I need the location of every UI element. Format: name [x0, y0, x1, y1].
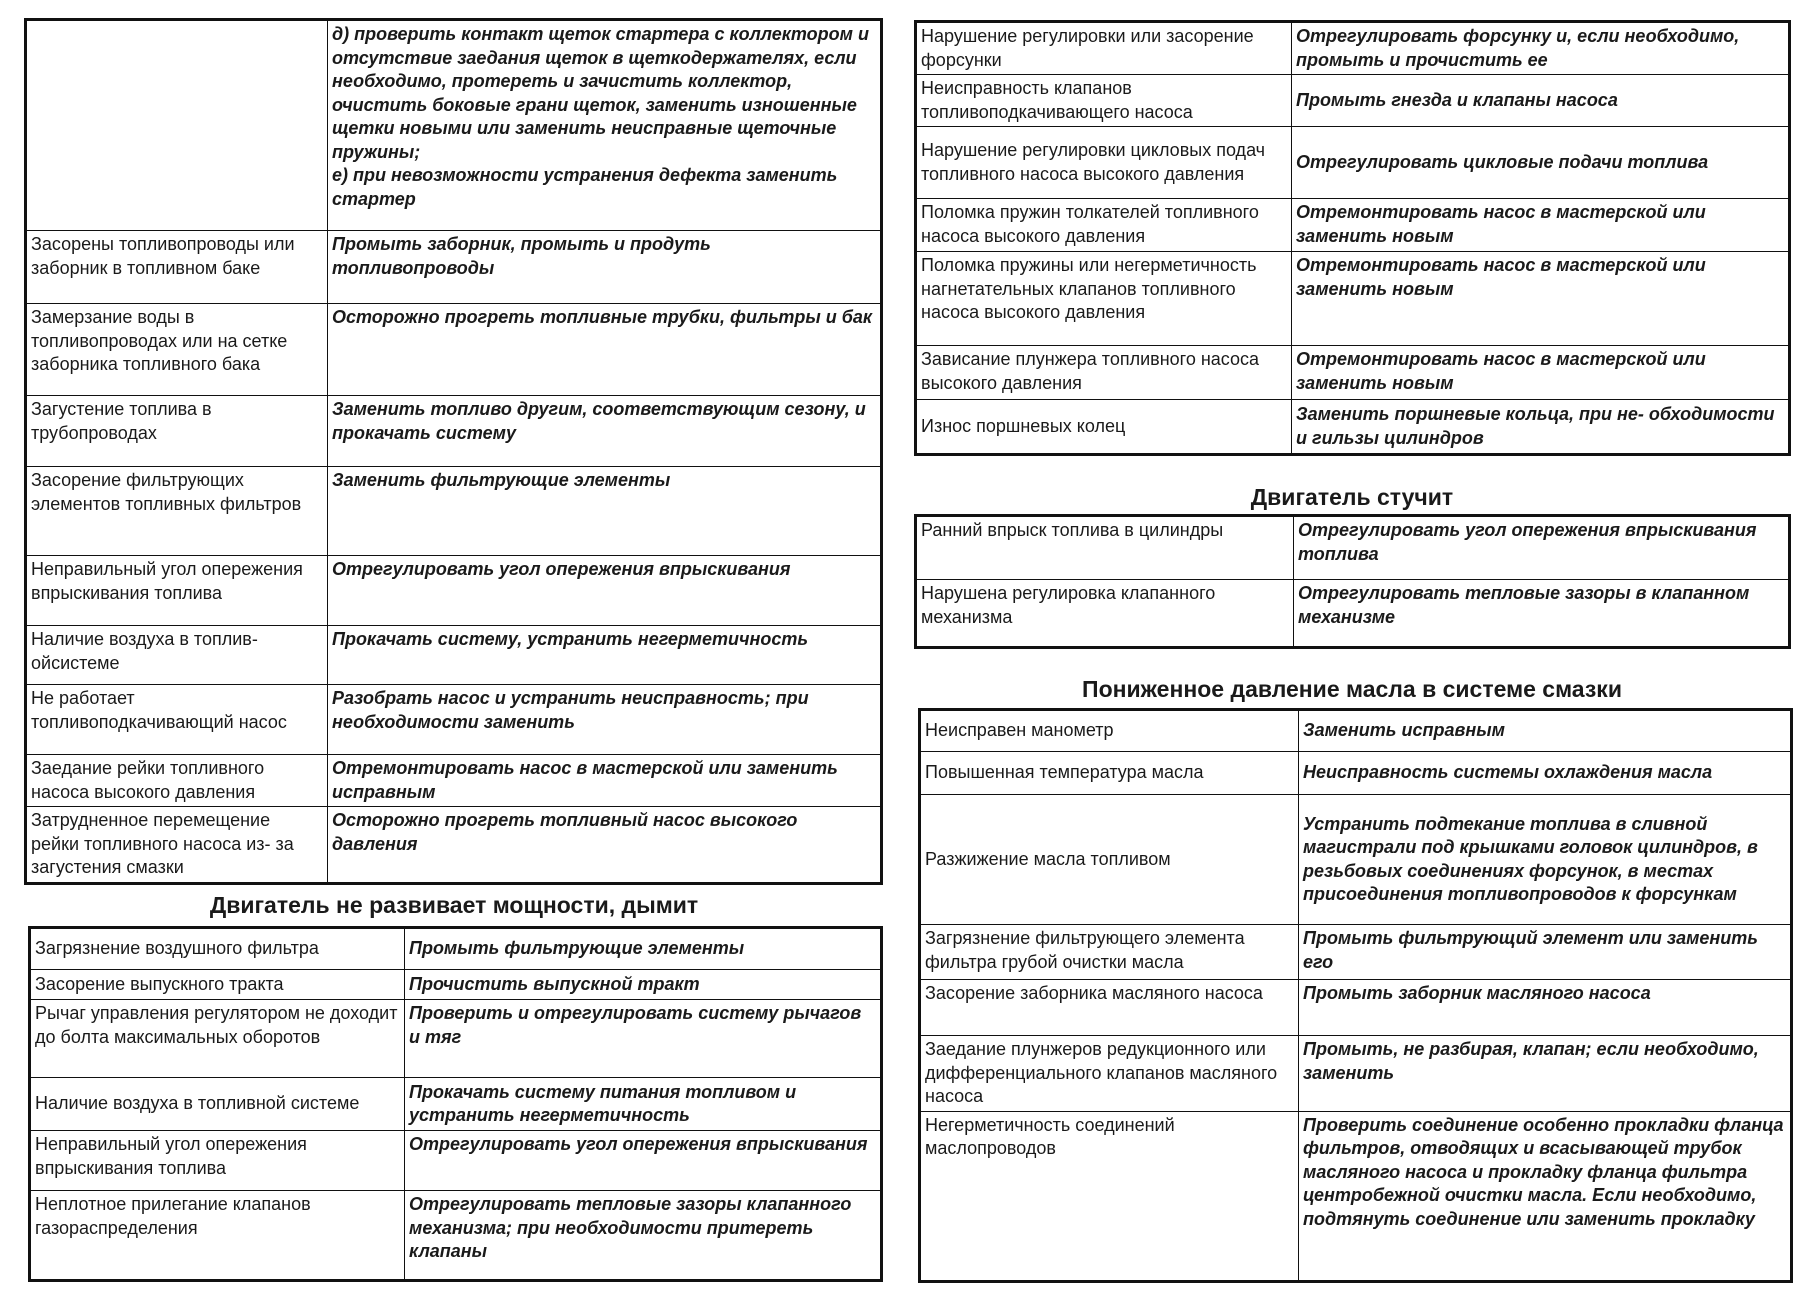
remedy-cell: Устранить подтекание топлива в сливной магистрали под крышками головок цилиндров, в резьбовых соединениях форсунок, в местах присоединения топливопроводов к форсункам [1299, 795, 1792, 925]
table-row [920, 980, 1792, 1036]
remedy-cell: Прокачать систему питания топливом и устранить негерметичность [405, 1078, 882, 1131]
remedy-cell: Отрегулировать угол опережения впрыскивания [328, 556, 882, 626]
remedy-cell: Заменить исправным [1299, 710, 1792, 752]
table-row [920, 925, 1792, 980]
cause-cell: Повышенная температура масла [920, 752, 1299, 795]
table-row [30, 1131, 882, 1191]
table-row [916, 127, 1790, 199]
cause-cell: Наличие воздуха в топливной системе [30, 1078, 405, 1131]
table-row [920, 795, 1792, 925]
cause-cell: Загрязнение фильтрующего элемента фильтра грубой очистки масла [920, 925, 1299, 980]
table-row [920, 752, 1792, 795]
table-row [916, 75, 1790, 127]
table-row [26, 20, 882, 231]
remedy-cell: Прочистить выпускной тракт [405, 970, 882, 1000]
table-knock-faults [914, 514, 1791, 649]
remedy-cell: Промыть гнезда и клапаны насоса [1292, 75, 1790, 127]
cause-cell: Не работает топливоподкачивающий насос [26, 685, 328, 755]
table-row [26, 755, 882, 807]
table-row [26, 396, 882, 467]
cause-cell: Нарушена регулировка клапанного механизма [916, 580, 1294, 648]
table-row [916, 346, 1790, 400]
remedy-cell: Заменить поршневые кольца, при не- обходимости и гильзы цилиндров [1292, 400, 1790, 455]
table-row [26, 556, 882, 626]
table-row [916, 252, 1790, 346]
remedy-cell: Промыть заборник, промыть и продуть топливопроводы [328, 231, 882, 304]
cause-cell: Засорение фильтрующих элементов топливных фильтров [26, 467, 328, 556]
table-row [916, 400, 1790, 455]
remedy-cell: Отрегулировать тепловые зазоры в клапанном механизме [1294, 580, 1790, 648]
remedy-cell: Промыть, не разбирая, клапан; если необходимо, заменить [1299, 1036, 1792, 1112]
table-row [920, 1111, 1792, 1281]
remedy-cell: Заменить топливо другим, соответствующим сезону, и прокачать систему [328, 396, 882, 467]
table-row [26, 807, 882, 884]
cause-cell: Замерзание воды в топливопроводах или на сетке заборника топливного бака [26, 304, 328, 396]
table-row [920, 710, 1792, 752]
cause-cell: Поломка пружины или негерметичность нагнетательных клапанов топливного насоса высокого давления [916, 252, 1292, 346]
table-row [916, 516, 1790, 580]
section-title-knock: Двигатель стучит [1250, 484, 1454, 510]
remedy-cell: Отрегулировать угол опережения впрыскивания [405, 1131, 882, 1191]
remedy-cell: Отремонтировать насос в мастерской или заменить новым [1292, 252, 1790, 346]
table-row [916, 580, 1790, 648]
cause-cell: Заедание рейки топливного насоса высокого давления [26, 755, 328, 807]
table-row [30, 928, 882, 970]
remedy-cell: Проверить соединение особенно прокладки фланца фильтров, отводящих и всасывающей трубок масляного насоса и прокладку фланца фильтра центробежной очистки масла. Если необходимо, подтянуть соединение или заменить прокладку [1299, 1111, 1792, 1281]
table-row [916, 22, 1790, 75]
remedy-cell: Отремонтировать насос в мастерской или заменить новым [1292, 346, 1790, 400]
remedy-cell: Отремонтировать насос в мастерской или заменить исправным [328, 755, 882, 807]
cause-cell: Рычаг управления регулятором не доходит до болта максимальных оборотов [30, 1000, 405, 1078]
table-row [26, 467, 882, 556]
cause-cell: Засорение выпускного тракта [30, 970, 405, 1000]
remedy-cell: Осторожно прогреть топливный насос высокого давления [328, 807, 882, 884]
remedy-cell: д) проверить контакт щеток стартера с коллектором и отсутствие заедания щеток в щеткодержателях, если необходимо, протереть и зачистить коллектор, очистить боковые грани щеток, заменить изношенные щетки новыми или заменить неисправные щеточные пружины; е) при невозможности устранения дефекта заменить стартер [328, 20, 882, 231]
cause-cell: Неправильный угол опережения впрыскивания топлива [26, 556, 328, 626]
cause-cell: Ранний впрыск топлива в цилиндры [916, 516, 1294, 580]
table-row [26, 685, 882, 755]
remedy-cell: Неисправность системы охлаждения масла [1299, 752, 1792, 795]
remedy-cell: Промыть фильтрующий элемент или заменить его [1299, 925, 1792, 980]
cause-cell: Разжижение масла топливом [920, 795, 1299, 925]
cause-cell [26, 20, 328, 231]
cause-cell: Неисправность клапанов топливоподкачивающего насоса [916, 75, 1292, 127]
cause-cell: Загустение топлива в трубопроводах [26, 396, 328, 467]
remedy-cell: Заменить фильтрующие элементы [328, 467, 882, 556]
table-fuel-system-faults [914, 20, 1791, 456]
remedy-cell: Отрегулировать форсунку и, если необходимо, промыть и прочистить ее [1292, 22, 1790, 75]
remedy-cell: Промыть заборник масляного насоса [1299, 980, 1792, 1036]
remedy-cell: Отрегулировать цикловые подачи топлива [1292, 127, 1790, 199]
cause-cell: Поломка пружин толкателей топливного насоса высокого давления [916, 199, 1292, 252]
remedy-cell: Разобрать насос и устранить неисправность; при необходимости заменить [328, 685, 882, 755]
table-row [30, 1078, 882, 1131]
table-row [26, 304, 882, 396]
table-row [30, 1000, 882, 1078]
cause-cell: Неплотное прилегание клапанов газораспределения [30, 1191, 405, 1281]
cause-cell: Зависание плунжера топливного насоса высокого давления [916, 346, 1292, 400]
cause-cell: Негерметичность соединений маслопроводов [920, 1111, 1299, 1281]
remedy-cell: Прокачать систему, устранить негерметичность [328, 626, 882, 685]
table-row [26, 231, 882, 304]
table-fuel-faults [24, 18, 883, 885]
cause-cell: Заедание плунжеров редукционного или дифференциального клапанов масляного насоса [920, 1036, 1299, 1112]
remedy-cell: Осторожно прогреть топливные трубки, фильтры и бак [328, 304, 882, 396]
cause-cell: Нарушение регулировки или засорение форсунки [916, 22, 1292, 75]
cause-cell: Нарушение регулировки цикловых подач топливного насоса высокого давления [916, 127, 1292, 199]
cause-cell: Неправильный угол опережения впрыскивания топлива [30, 1131, 405, 1191]
remedy-cell: Проверить и отрегулировать систему рычагов и тяг [405, 1000, 882, 1078]
remedy-cell: Отремонтировать насос в мастерской или заменить новым [1292, 199, 1790, 252]
table-power-faults [28, 926, 883, 1282]
table-row [916, 199, 1790, 252]
cause-cell: Загрязнение воздушного фильтра [30, 928, 405, 970]
table-row [920, 1036, 1792, 1112]
cause-cell: Износ поршневых колец [916, 400, 1292, 455]
table-oil-faults [918, 708, 1793, 1283]
cause-cell: Затрудненное перемещение рейки топливного насоса из- за загустения смазки [26, 807, 328, 884]
table-row [30, 1191, 882, 1281]
table-row [30, 970, 882, 1000]
remedy-cell: Отрегулировать тепловые зазоры клапанного механизма; при необходимости притереть клапаны [405, 1191, 882, 1281]
cause-cell: Неисправен манометр [920, 710, 1299, 752]
section-title-power: Двигатель не развивает мощности, дымит [209, 892, 699, 918]
cause-cell: Засорение заборника масляного насоса [920, 980, 1299, 1036]
cause-cell: Засорены топливопроводы или заборник в топливном баке [26, 231, 328, 304]
remedy-cell: Отрегулировать угол опережения впрыскивания топлива [1294, 516, 1790, 580]
cause-cell: Наличие воздуха в топлив- ойсистеме [26, 626, 328, 685]
remedy-cell: Промыть фильтрующие элементы [405, 928, 882, 970]
table-row [26, 626, 882, 685]
section-title-oil: Пониженное давление масла в системе смазки [1082, 676, 1622, 702]
